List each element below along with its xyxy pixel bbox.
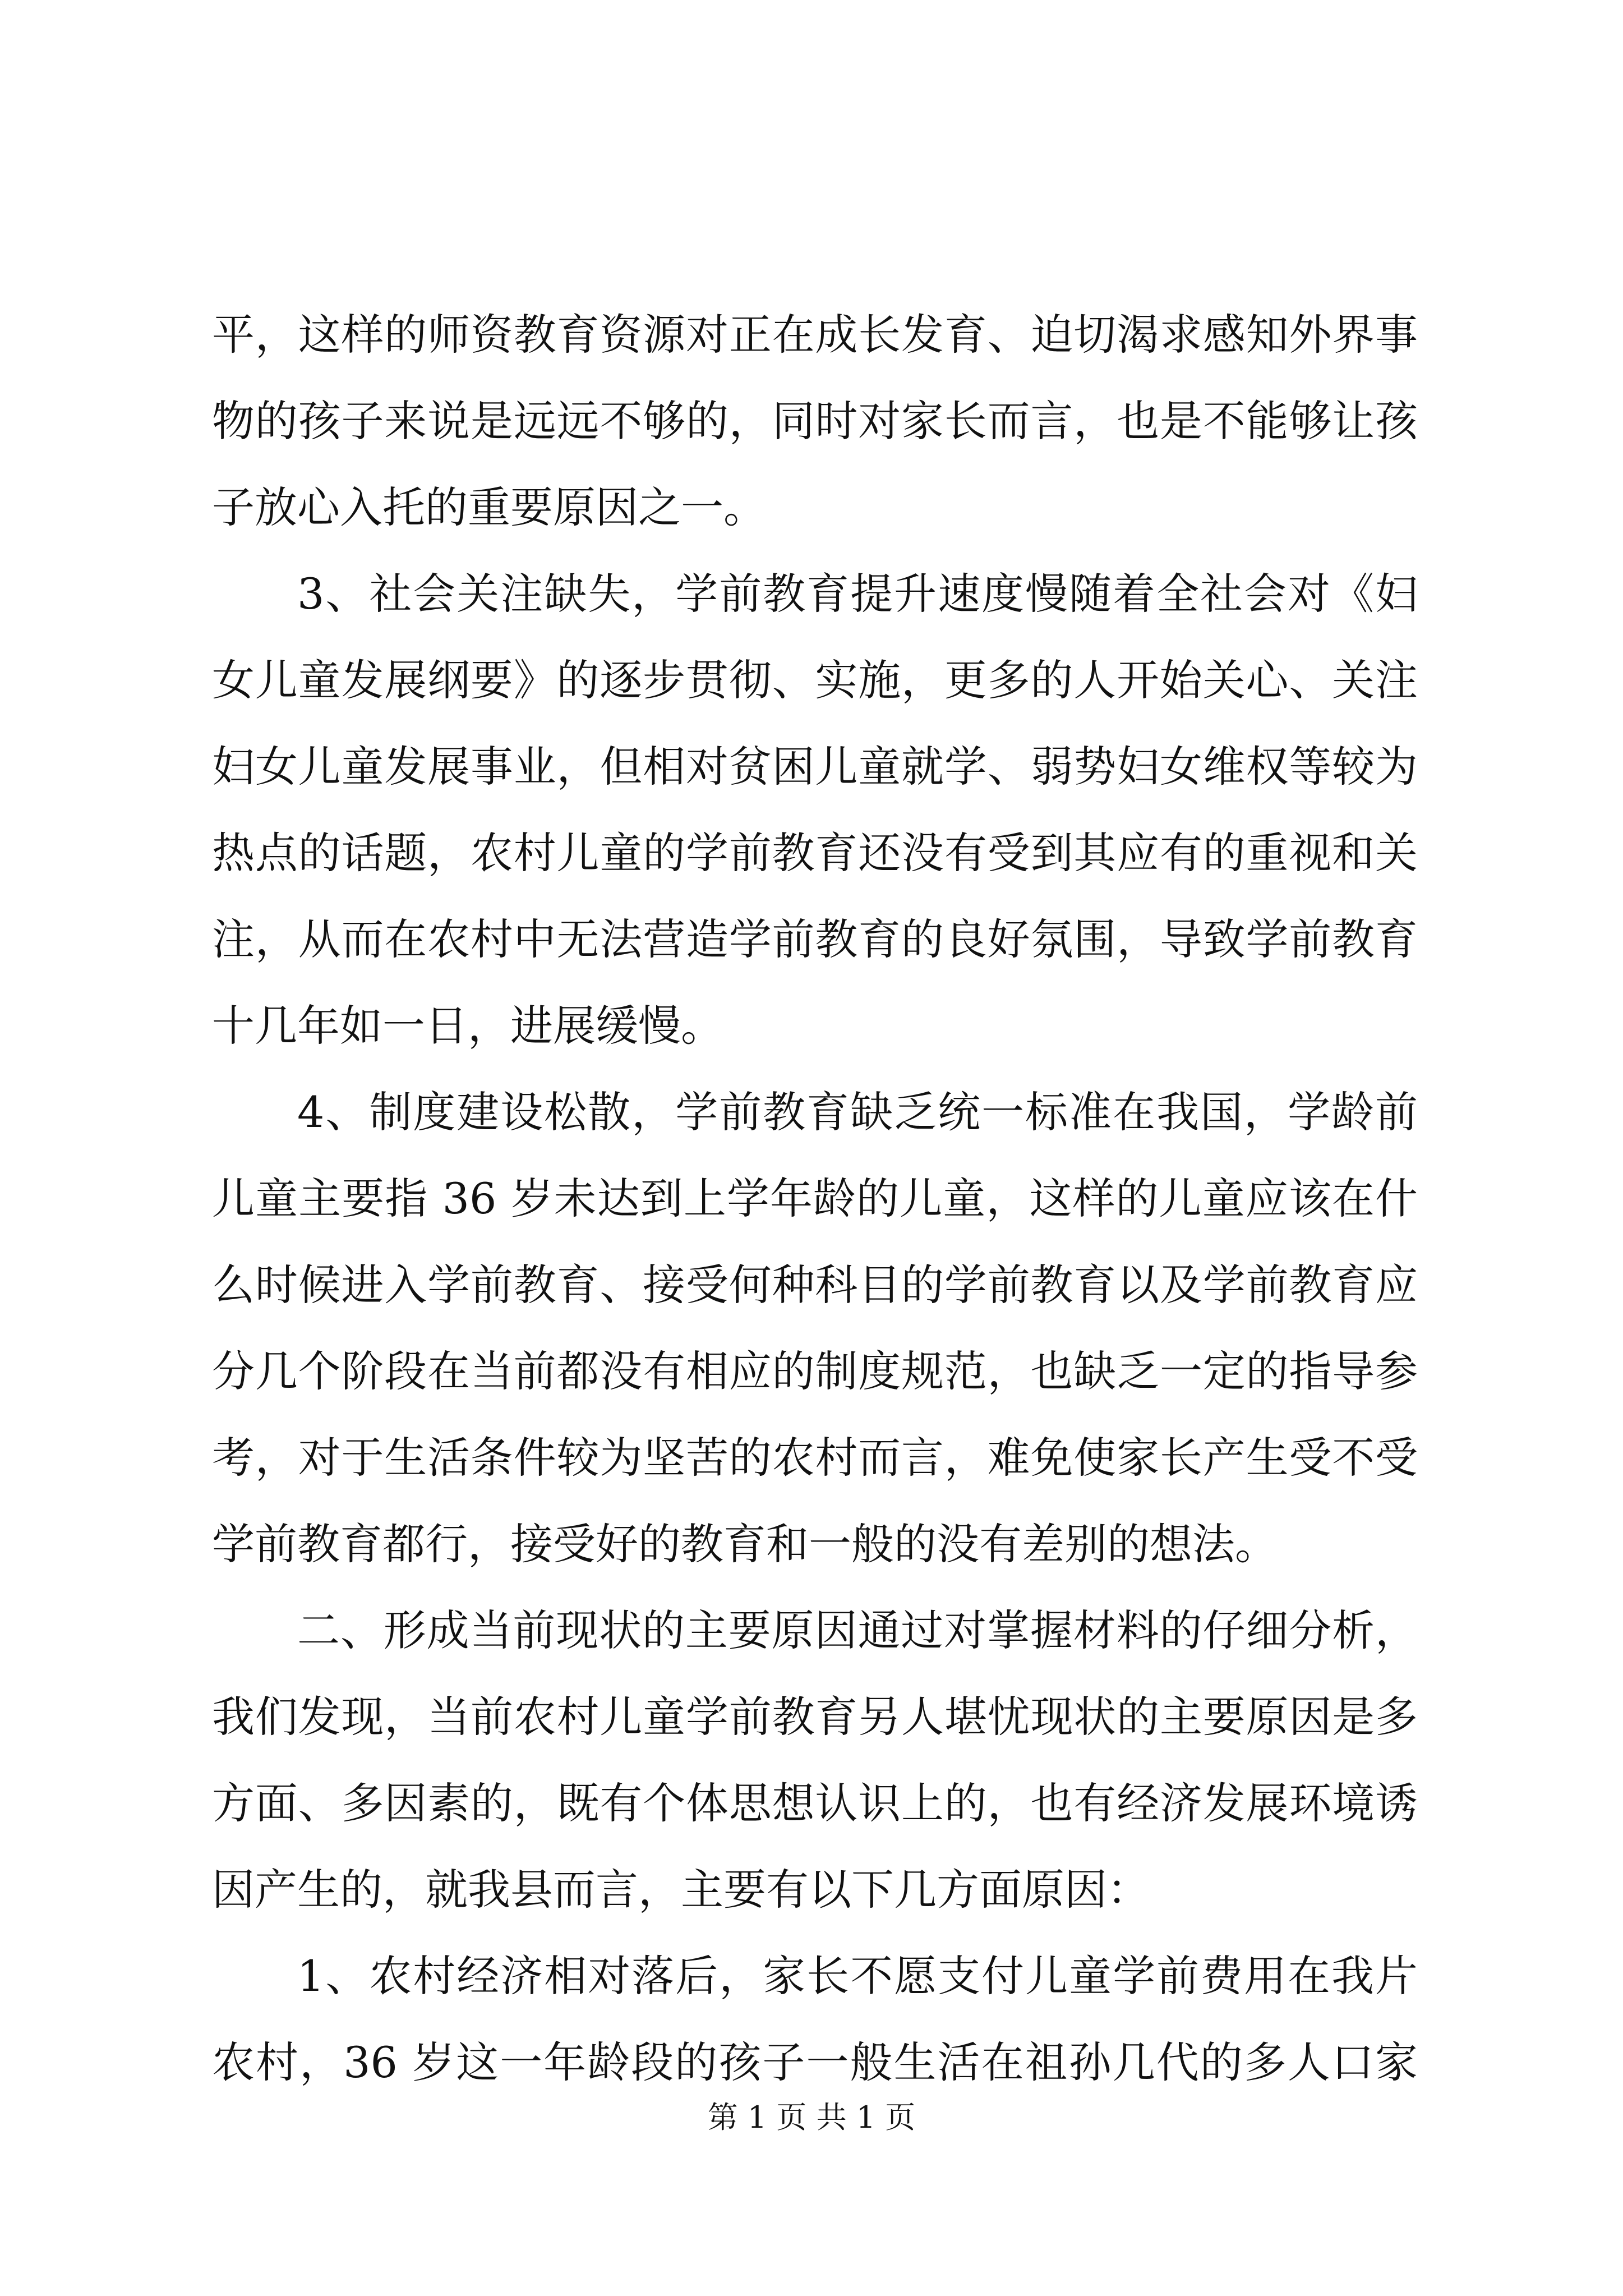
text-line: 因产生的，就我县而言，主要有以下几方面原因： (212, 1865, 1150, 1915)
text-line: 十几年如一日，进展缓慢。 (212, 1001, 723, 1051)
paragraph-start-line: 3、社会关注缺失，学前教育提升速度慢随着全社会对《妇 (297, 569, 1418, 619)
page-number-footer: 第 1 页 共 1 页 (707, 2100, 916, 2135)
text-line: 儿童主要指 36 岁未达到上学年龄的儿童，这样的儿童应该在什 (212, 1174, 1418, 1223)
text-line: 妇女儿童发展事业，但相对贫困儿童就学、弱势妇女维权等较为 (212, 742, 1418, 792)
text-line: 物的孩子来说是远远不够的，同时对家长而言，也是不能够让孩 (212, 396, 1418, 446)
text-line: 方面、多因素的，既有个体思想认识上的，也有经济发展环境诱 (212, 1778, 1418, 1828)
text-line: 平，这样的师资教育资源对正在成长发育、迫切渴求感知外界事 (212, 310, 1418, 360)
paragraph-start-line: 4、制度建设松散，学前教育缺乏统一标准在我国，学龄前 (297, 1087, 1418, 1137)
text-line: 子放心入托的重要原因之一。 (212, 482, 766, 532)
text-line: 女儿童发展纲要》的逐步贯彻、实施，更多的人开始关心、关注 (212, 655, 1418, 705)
text-line: 我们发现，当前农村儿童学前教育另人堪忧现状的主要原因是多 (212, 1692, 1418, 1742)
paragraph-start-line: 二、形成当前现状的主要原因通过对掌握材料的仔细分析， (297, 1605, 1418, 1655)
paragraph-start-line: 1、农村经济相对落后，家长不愿支付儿童学前费用在我片 (297, 1951, 1418, 2001)
text-line: 考，对于生活条件较为坚苦的农村而言，难免使家长产生受不受 (212, 1433, 1418, 1483)
text-line: 热点的话题，农村儿童的学前教育还没有受到其应有的重视和关 (212, 828, 1418, 878)
text-line: 分几个阶段在当前都没有相应的制度规范，也缺乏一定的指导参 (212, 1346, 1418, 1396)
text-line: 学前教育都行，接受好的教育和一般的没有差别的想法。 (212, 1519, 1278, 1569)
text-line: 么时候进入学前教育、接受何种科目的学前教育以及学前教育应 (212, 1260, 1418, 1310)
text-line: 注，从而在农村中无法营造学前教育的良好氛围，导致学前教育 (212, 914, 1418, 964)
document-body (212, 292, 1418, 2106)
text-line: 农村，36 岁这一年龄段的孩子一般生活在祖孙几代的多人口家 (212, 2037, 1418, 2087)
